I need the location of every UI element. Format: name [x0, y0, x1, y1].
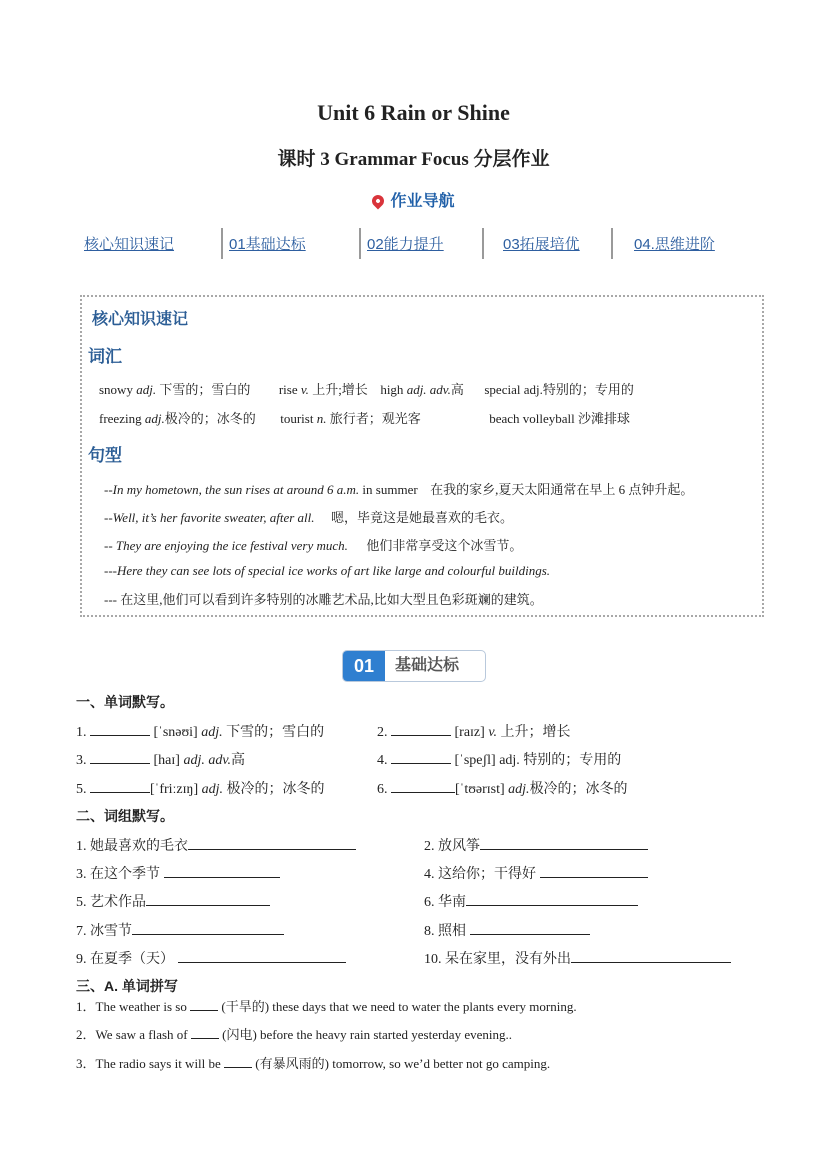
answer-blank[interactable]	[470, 920, 590, 935]
phrase-question-5	[76, 891, 270, 911]
vocab-pos: adj.	[144, 411, 165, 426]
answer-blank[interactable]	[90, 721, 150, 736]
phonetic: [haɪ]	[153, 753, 180, 768]
question-number: 2．	[76, 1027, 96, 1042]
nav-link-02[interactable]: 02能力提升	[367, 236, 444, 253]
part-of-speech: adj.	[508, 782, 530, 797]
question-number: 3．	[76, 1056, 96, 1071]
meaning: 特别的；专用的	[523, 753, 622, 768]
phonetic: [ˈfriːzɪŋ]	[150, 782, 199, 797]
vocab-word: rise	[278, 382, 298, 397]
sentence-4-translation	[104, 589, 543, 608]
nav-divider	[221, 228, 223, 259]
vocab-meaning: 极冷的；冰冬的	[164, 411, 256, 426]
word-question-5	[76, 778, 325, 798]
answer-blank[interactable]	[391, 749, 451, 764]
question-number: 3.	[76, 753, 87, 768]
answer-blank[interactable]	[164, 863, 280, 878]
spelling-question-2	[76, 1024, 512, 1043]
nav-link-04[interactable]: 04.思维进阶	[634, 236, 715, 253]
sentence-start: The weather is so	[95, 999, 187, 1014]
phonetic: [ˈtʊərɪst]	[455, 782, 505, 797]
nav-heading	[0, 188, 827, 211]
part-of-speech: adj.	[201, 725, 223, 740]
word-question-6	[377, 778, 628, 798]
vocab-pos: adj. adv.	[406, 382, 451, 397]
answer-blank[interactable]	[391, 778, 455, 793]
meaning: 下雪的；雪白的	[226, 725, 325, 740]
sentence-en: ---Here they can see lots of special ice works of art like large and colourful buildings.	[104, 563, 551, 578]
vocab-meaning: 沙滩排球	[578, 411, 631, 426]
meaning: 高	[231, 753, 246, 768]
question-number: 5.	[76, 782, 87, 797]
vocab-meaning: 高	[450, 382, 464, 397]
vocab-word: high	[380, 382, 404, 397]
location-pin-icon	[370, 193, 387, 210]
part-of-speech: adj. adv.	[183, 753, 232, 768]
spelling-question-1	[76, 996, 577, 1015]
vocab-pos: v.	[300, 382, 309, 397]
phonetic: [ˈsnəʊi]	[153, 725, 198, 740]
answer-blank[interactable]	[391, 721, 451, 736]
vocab-pos: n.	[316, 411, 327, 426]
phrase-question-3	[76, 863, 280, 883]
sentence-zh: 嗯，毕竟这是她最喜欢的毛衣。	[331, 510, 514, 525]
answer-blank[interactable]	[466, 891, 638, 906]
nav-link-03[interactable]: 03拓展培优	[503, 236, 580, 253]
phrase-prompt: 4. 这给你；干得好	[424, 867, 536, 882]
phrase-prompt: 2. 放风筝	[424, 839, 480, 854]
phrase-question-7	[76, 920, 284, 940]
unit-title: Unit 6 Rain or Shine	[317, 100, 510, 125]
sentence-en: --In my hometown, the sun rises at around 6 a.m.	[104, 482, 360, 497]
sentence-zh: --- 在这里,他们可以看到许多特别的冰雕艺术品,比如大型且色彩斑斓的建筑。	[104, 592, 543, 607]
phrase-prompt: 9. 在夏季（天）	[76, 952, 174, 967]
phrase-prompt: 1. 她最喜欢的毛衣	[76, 839, 188, 854]
vocab-row-2	[99, 408, 630, 427]
sentence-2	[104, 507, 513, 526]
badge-number: 01	[343, 651, 385, 681]
sentence-start: The radio says it will be	[95, 1056, 221, 1071]
vocab-pos: adj.	[523, 382, 543, 397]
vocab-word: tourist	[280, 411, 314, 426]
phrase-question-6	[424, 891, 638, 911]
sentence-en: --Well, it’s her favorite sweater, after all.	[104, 510, 315, 525]
word-question-4	[377, 749, 621, 769]
phrase-prompt: 8. 照相	[424, 924, 466, 939]
sentence-end: tomorrow, so we’d better not go camping.	[332, 1056, 551, 1071]
phrase-prompt: 10. 呆在家里，没有外出	[424, 952, 571, 967]
answer-blank[interactable]	[132, 920, 284, 935]
lesson-title: 课时 3 Grammar Focus 分层作业	[277, 149, 550, 170]
vocab-label: 词汇	[88, 347, 122, 366]
vocab-row-1	[99, 379, 634, 398]
word-question-3	[76, 749, 245, 769]
sentence-label: 句型	[88, 446, 122, 465]
phrase-question-9	[76, 948, 346, 968]
answer-blank[interactable]	[146, 891, 270, 906]
question-number: 1.	[76, 725, 87, 740]
answer-blank[interactable]	[571, 948, 731, 963]
vocab-pos: adj.	[136, 382, 157, 397]
phonetic: [raɪz]	[454, 725, 485, 740]
hint: (有暴风雨的)	[255, 1056, 329, 1071]
phrase-prompt: 5. 艺术作品	[76, 895, 146, 910]
phrase-prompt: 7. 冰雪节	[76, 924, 132, 939]
answer-blank[interactable]	[480, 835, 648, 850]
phrase-question-2	[424, 835, 648, 855]
sentence-en: -- They are enjoying the ice festival very much.	[104, 538, 348, 553]
nav-link-01[interactable]: 01基础达标	[229, 236, 306, 253]
phrase-question-1	[76, 835, 356, 855]
phrase-question-10	[424, 948, 731, 968]
vocab-word: snowy	[99, 382, 133, 397]
sentence-1	[104, 479, 693, 498]
badge-label: 基础达标	[395, 657, 460, 674]
word-question-2	[377, 721, 571, 741]
nav-divider	[359, 228, 361, 259]
meaning: 极冷的；冰冬的	[226, 782, 325, 797]
sentence-end: before the heavy rain started yesterday evening..	[260, 1027, 512, 1042]
answer-blank[interactable]	[224, 1053, 252, 1068]
phrase-question-8	[424, 920, 590, 940]
vocab-word: freezing	[99, 411, 142, 426]
sentence-zh: 在我的家乡,夏天太阳通常在早上 6 点钟升起。	[430, 482, 694, 497]
vocab-word: special	[484, 382, 521, 397]
part2-title: 二、词组默写。	[76, 808, 174, 824]
meaning: 上升；增长	[500, 725, 571, 740]
hint: (闪电)	[222, 1027, 257, 1042]
core-heading: 核心知识速记	[92, 311, 189, 328]
sentence-3	[104, 535, 522, 554]
hint: (干旱的)	[221, 999, 270, 1014]
vocab-meaning: 下雪的；雪白的	[159, 382, 251, 397]
nav-heading-label: 作业导航	[390, 193, 455, 210]
sentence-en-tail: in summer	[362, 482, 418, 497]
phrase-prompt: 6. 华南	[424, 895, 466, 910]
meaning: 极冷的；冰冬的	[529, 782, 628, 797]
answer-blank[interactable]	[540, 863, 648, 878]
word-question-1	[76, 721, 324, 741]
part-of-speech: adj.	[201, 782, 224, 797]
sentence-end: these days that we need to water the plants every morning.	[272, 999, 577, 1014]
part-of-speech: adj.	[499, 753, 520, 768]
question-number: 2.	[377, 725, 388, 740]
answer-blank[interactable]	[188, 835, 356, 850]
question-number: 6.	[377, 782, 388, 797]
sentence-zh: 他们非常享受这个冰雪节。	[366, 538, 523, 553]
part3-title: 三、A. 单词拼写	[76, 978, 178, 994]
vocab-meaning: 上升;增长	[312, 382, 368, 397]
sentence-4	[104, 563, 550, 579]
nav-divider	[482, 228, 484, 259]
vocab-meaning: 旅行者；观光客	[329, 411, 421, 426]
phrase-prompt: 3. 在这个季节	[76, 867, 160, 882]
nav-link-core[interactable]: 核心知识速记	[84, 236, 175, 253]
vocab-word: beach volleyball	[489, 411, 575, 426]
answer-blank[interactable]	[191, 1024, 219, 1039]
phonetic: [ˈspeʃl]	[454, 753, 496, 768]
part1-title: 一、单词默写。	[76, 694, 174, 710]
spelling-question-3	[76, 1053, 550, 1072]
answer-blank[interactable]	[90, 778, 150, 793]
section-01-badge	[342, 650, 486, 682]
part-of-speech: v.	[488, 725, 497, 740]
phrase-question-4	[424, 863, 648, 883]
nav-divider	[611, 228, 613, 259]
question-number: 4.	[377, 753, 388, 768]
answer-blank[interactable]	[178, 948, 346, 963]
sentence-start: We saw a flash of	[95, 1027, 188, 1042]
question-number: 1．	[76, 999, 96, 1014]
vocab-meaning: 特别的；专用的	[542, 382, 634, 397]
answer-blank[interactable]	[190, 996, 218, 1011]
answer-blank[interactable]	[90, 749, 150, 764]
